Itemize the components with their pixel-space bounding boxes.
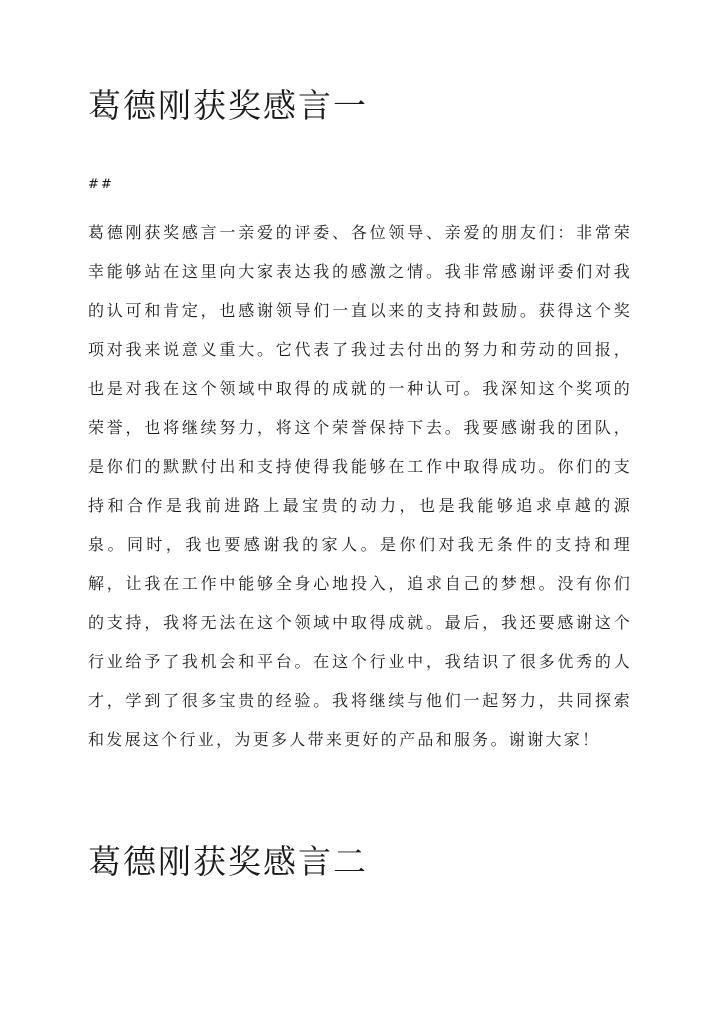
section-marker: ##	[88, 177, 114, 192]
body-paragraph: 葛德刚获奖感言一亲爱的评委、各位领导、亲爱的朋友们：非常荣幸能够站在这里向大家表达我的感激之情。我非常感谢评委们对我的认可和肯定，也感谢领导们一直以来的支持和鼓励。获得这个奖项对我来说意义重大。它代表了我过去付出的努力和劳动的回报，也是对我在这个领域中取得的成就的一种认可。我深知这个奖项的荣誉，也将继续努力，将这个荣誉保持下去。我要感谢我的团队，是你们的默默付出和支持使得我能够在工作中取得成功。你们的支持和合作是我前进路上最宝贵的动力，也是我能够追求卓越的源泉。同时，我也要感谢我的家人。是你们对我无条件的支持和理解，让我在工作中能够全身心地投入，追求自己的梦想。没有你们的支持，我将无法在这个领域中取得成就。最后，我还要感谢这个行业给予了我机会和平台。在这个行业中，我结识了很多优秀的人才，学到了很多宝贵的经验。我将继续与他们一起努力，共同探索和发展这个行业，为更多人带来更好的产品和服务。谢谢大家！	[88, 223, 632, 749]
section-title-1: 葛德刚获奖感言一	[88, 86, 368, 125]
section-title-2: 葛德刚获奖感言二	[88, 842, 368, 881]
